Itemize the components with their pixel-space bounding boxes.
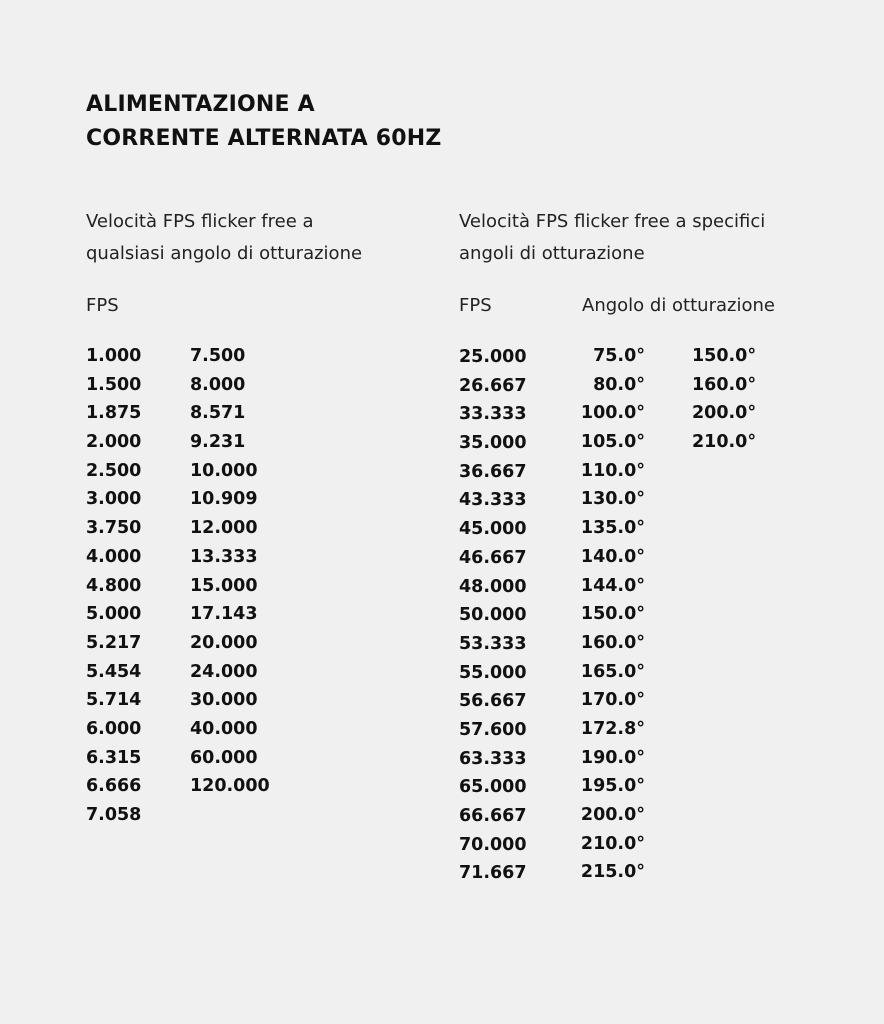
fps-value: 1.000 — [86, 346, 142, 366]
left-subtitle-line-1: Velocità FPS flicker free a — [86, 211, 314, 232]
angle-value: 105.0° — [580, 432, 645, 453]
fps-value: 6.666 — [86, 776, 142, 797]
right-fps-header: FPS — [459, 295, 492, 316]
fps-value: 56.667 — [459, 691, 527, 712]
fps-value: 53.333 — [459, 633, 527, 654]
fps-value: 50.000 — [459, 605, 527, 626]
angle-list-1 — [560, 342, 645, 887]
left-fps-list-1 — [86, 342, 166, 830]
right-subtitle-line-1: Velocità FPS flicker free a specifici — [459, 211, 766, 232]
fps-value: 7.500 — [190, 346, 246, 366]
fps-value: 3.750 — [86, 518, 142, 539]
fps-value: 2.500 — [86, 460, 142, 481]
angle-value: 200.0° — [692, 403, 757, 424]
angle-list-2 — [692, 342, 782, 457]
right-fps-list — [459, 343, 549, 888]
title-line-1: ALIMENTAZIONE A — [86, 92, 315, 117]
fps-value: 7.058 — [86, 805, 142, 825]
fps-value: 4.000 — [86, 546, 142, 567]
angle-value: 210.0° — [580, 833, 645, 854]
fps-value: 8.000 — [190, 374, 246, 395]
angle-header: Angolo di otturazione — [582, 295, 775, 316]
fps-value: 71.667 — [459, 863, 527, 884]
angle-value: 150.0° — [692, 346, 757, 366]
angle-value: 210.0° — [692, 432, 757, 453]
fps-value: 57.600 — [459, 719, 527, 740]
right-subtitle — [459, 206, 765, 270]
fps-value: 15.000 — [190, 575, 258, 596]
fps-value: 65.000 — [459, 777, 527, 798]
fps-value: 20.000 — [190, 632, 258, 653]
fps-value: 6.315 — [86, 747, 142, 768]
fps-value: 5.000 — [86, 604, 142, 625]
angle-value: 165.0° — [580, 661, 645, 682]
fps-value: 8.571 — [190, 403, 246, 424]
fps-value: 1.875 — [86, 403, 142, 424]
fps-value: 60.000 — [190, 747, 258, 768]
angle-value: 150.0° — [580, 604, 645, 625]
fps-value: 5.217 — [86, 632, 142, 653]
angle-value: 144.0° — [580, 575, 645, 596]
left-fps-header: FPS — [86, 295, 119, 316]
fps-value: 45.000 — [459, 519, 527, 540]
fps-value: 6.000 — [86, 718, 142, 739]
fps-value: 26.667 — [459, 375, 527, 396]
left-fps-list-2 — [190, 342, 290, 801]
fps-value: 3.000 — [86, 489, 142, 510]
fps-value: 63.333 — [459, 748, 527, 769]
fps-value: 17.143 — [190, 604, 258, 625]
angle-value: 135.0° — [580, 518, 645, 539]
angle-value: 160.0° — [692, 374, 757, 395]
fps-value: 12.000 — [190, 518, 258, 539]
fps-value: 9.231 — [190, 432, 246, 453]
angle-value: 160.0° — [580, 632, 645, 653]
angle-value: 195.0° — [580, 776, 645, 797]
angle-value: 75.0° — [593, 346, 645, 366]
right-subtitle-line-2: angoli di otturazione — [459, 243, 645, 264]
fps-value: 36.667 — [459, 461, 527, 482]
fps-value: 5.454 — [86, 661, 142, 682]
fps-value: 35.000 — [459, 433, 527, 454]
fps-value: 1.500 — [86, 374, 142, 395]
angle-value: 130.0° — [580, 489, 645, 510]
angle-value: 200.0° — [580, 805, 645, 825]
fps-value: 13.333 — [190, 546, 258, 567]
fps-value: 10.000 — [190, 460, 258, 481]
fps-value: 46.667 — [459, 547, 527, 568]
angle-value: 80.0° — [593, 374, 645, 395]
fps-value: 33.333 — [459, 404, 527, 425]
fps-value: 120.000 — [190, 776, 270, 797]
angle-value: 170.0° — [580, 690, 645, 711]
angle-value: 140.0° — [580, 546, 645, 567]
fps-value: 30.000 — [190, 690, 258, 711]
page-title — [86, 88, 442, 156]
fps-value: 5.714 — [86, 690, 142, 711]
angle-value: 100.0° — [580, 403, 645, 424]
angle-value: 215.0° — [580, 862, 645, 883]
angle-value: 110.0° — [580, 460, 645, 481]
left-subtitle — [86, 206, 362, 270]
fps-value: 66.667 — [459, 806, 527, 826]
fps-value: 48.000 — [459, 576, 527, 597]
left-subtitle-line-2: qualsiasi angolo di otturazione — [86, 243, 363, 264]
fps-value: 2.000 — [86, 432, 142, 453]
fps-value: 24.000 — [190, 661, 258, 682]
angle-value: 190.0° — [580, 747, 645, 768]
fps-value: 25.000 — [459, 347, 527, 367]
fps-value: 70.000 — [459, 834, 527, 855]
fps-value: 55.000 — [459, 662, 527, 683]
angle-value: 172.8° — [580, 718, 645, 739]
fps-value: 43.333 — [459, 490, 527, 511]
fps-value: 4.800 — [86, 575, 142, 596]
title-line-2: CORRENTE ALTERNATA 60HZ — [86, 126, 442, 151]
fps-value: 40.000 — [190, 718, 258, 739]
fps-value: 10.909 — [190, 489, 258, 510]
